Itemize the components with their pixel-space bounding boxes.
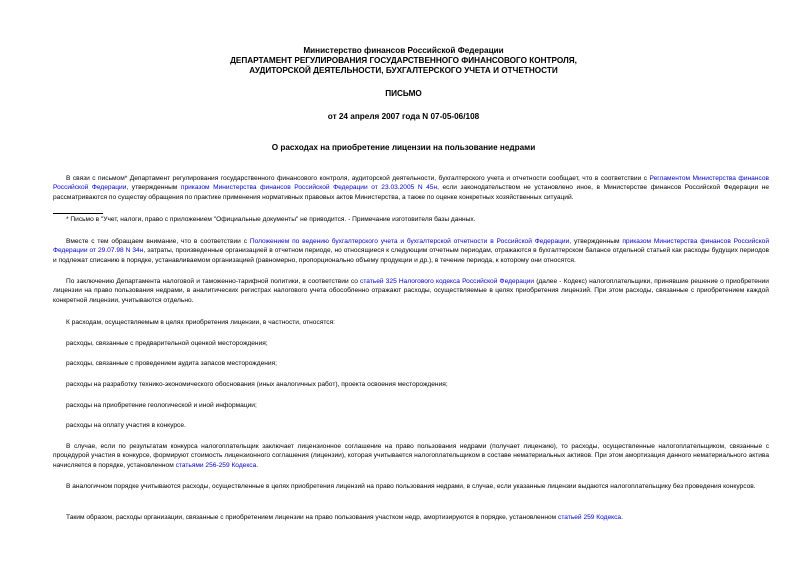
- text: Вместе с тем обращаем внимание, что в соответствии с: [66, 238, 250, 245]
- text: По заключению Департамента налоговой и таможенно-тарифной политики, в соответствии со: [66, 278, 361, 285]
- link-accounting-regulation[interactable]: Положением по ведению бухгалтерского учета и бухгалтерской отчетности в Российской Федерации: [249, 238, 570, 245]
- text: В связи с письмом* Департамент регулирования государственного финансового контроля, аудиторской деятельности, бухгалтерского учета и отчетности сообщает, что в соответствии с: [66, 175, 650, 182]
- text: , если законодательством не установлено иное, в Министерстве финансов Российской Федерации не рассматриваются по существу обращения по практике применения нормативных правовых актов Министерства, а также по оценке конкретных хозяйственных ситуаций.: [53, 184, 769, 201]
- link-articles-256-259[interactable]: статьями 256-259 Кодекса: [175, 461, 257, 469]
- text: , затраты, произведенные организацией в отчетном периоде, но относящиеся к следующим отчетным периодам, отражаются в бухгалтерском балансе отдельной статьей как расходы будущих периодов и подлежат списанию в порядке, устанавливаемом организацией (равномерно, пропорционально объему продукции и др.), в течение периода, к которому они относятся.: [53, 247, 769, 264]
- paragraph-1: [53, 174, 769, 202]
- text: , утвержденным: [126, 184, 181, 192]
- document-date-number: от 24 апреля 2007 года N 07-05-06/108: [327, 112, 480, 121]
- footnote: * Письмо в "Учет, налоги, право с приложением "Официальные документы" не приводится. - Примечание изготовителя базы данных.: [66, 216, 476, 223]
- paragraph-5: [53, 442, 769, 470]
- department-line-2: АУДИТОРСКОЙ ДЕЯТЕЛЬНОСТИ, БУХГАЛТЕРСКОГО УЧЕТА И ОТЧЕТНОСТИ: [249, 66, 558, 75]
- link-article-259[interactable]: статьей 259 Кодекса: [558, 514, 622, 521]
- document-subject: О расходах на приобретение лицензии на пользование недрами: [271, 143, 536, 152]
- text: Таким образом, расходы организации, связанные с приобретением лицензии на право пользования участком недр, амортизируются в порядке, установленном: [66, 514, 559, 521]
- list-item: расходы на разработку технико-экономического обоснования (иных аналогичных работ), проекта освоения месторождения;: [66, 381, 448, 388]
- link-tax-code-325[interactable]: статьей 325 Налогового кодекса Российской Федерации: [360, 278, 535, 285]
- text: , утвержденным: [569, 238, 623, 245]
- ministry-name: Министерство финансов Российской Федерации: [303, 46, 504, 55]
- list-item: расходы на приобретение геологической и иной информации;: [66, 402, 257, 409]
- link-order-45n[interactable]: приказом Министерства финансов Российской Федерации от 23.03.2005 N 45н: [180, 184, 438, 192]
- department-line-1: ДЕПАРТАМЕНТ РЕГУЛИРОВАНИЯ ГОСУДАРСТВЕННОГО ФИНАНСОВОГО КОНТРОЛЯ,: [230, 56, 577, 65]
- link-reglament[interactable]: Регламентом Министерства финансов Российской Федерации: [53, 175, 769, 192]
- paragraph-6: В аналогичном порядке учитываются расходы, осуществленные в целях приобретения лицензий на право пользования недрами, в случае, если указанные лицензии выдаются налогоплательщику без проведения конкурсов.: [66, 483, 756, 490]
- paragraph-2: [53, 237, 769, 265]
- document-type: ПИСЬМО: [385, 89, 422, 98]
- list-item: расходы, связанные с проведением аудита запасов месторождения;: [66, 360, 277, 367]
- paragraph-3: [53, 277, 769, 305]
- link-order-34n[interactable]: приказом Министерства финансов Российской Федерации от 29.07.98 N 34н: [53, 238, 770, 255]
- paragraph-7: [53, 513, 769, 522]
- footnote-divider: [53, 213, 103, 214]
- list-item: расходы, связанные с предварительной оценкой месторождения;: [66, 340, 268, 347]
- text: .: [621, 514, 623, 521]
- text: (далее - Кодекс) налогоплательщики, принявшие решение о приобретении лицензии на право пользования недрами, в аналитических регистрах налогового учета обособленно отражают расходы, осуществляемые в целях приобретения лицензий. При этом расходы, связанные с приобретением каждой конкретной лицензии, учитываются отдельно.: [53, 278, 769, 304]
- text: В случае, если по результатам конкурса налогоплательщик заключает лицензионное соглашение на право пользования недрами (получает лицензию), то расходы, осуществленные налогоплательщиком, связанные с процедурой участия в конкурсе, формируют стоимость лицензионного соглашения (лицензии), которая учитывается налогоплательщиком в составе нематериальных активов. При этом амортизация данного нематериального актива начисляется в порядке, установленном: [53, 443, 769, 469]
- text: .: [256, 461, 259, 469]
- list-item: расходы на оплату участия в конкурсе.: [66, 422, 186, 429]
- paragraph-4: К расходам, осуществляемым в целях приобретения лицензии, в частности, относятся:: [66, 319, 335, 326]
